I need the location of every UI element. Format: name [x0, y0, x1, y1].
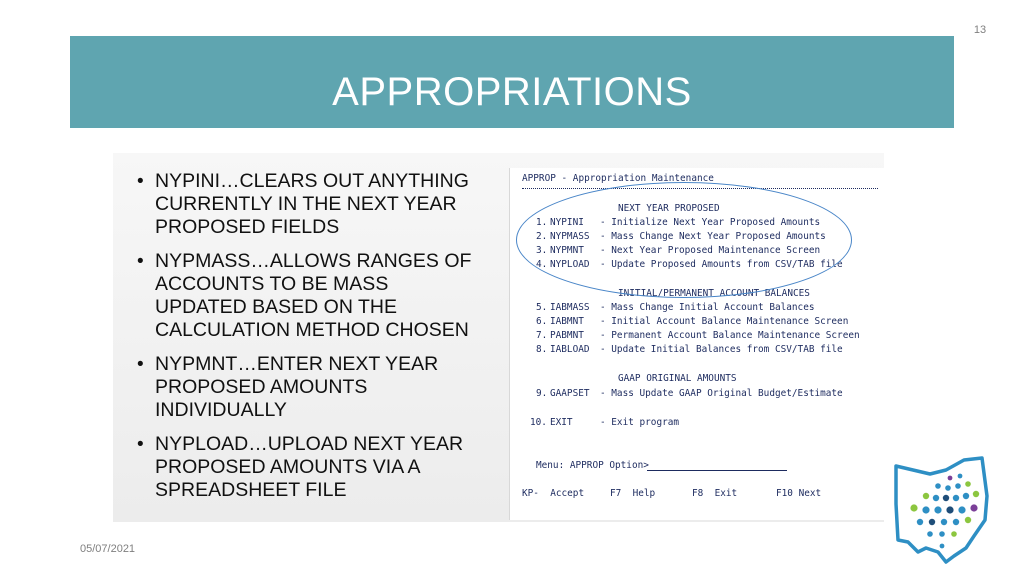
menu-item-num: 5.: [536, 302, 548, 313]
option-input-line[interactable]: [647, 470, 787, 471]
menu-item-num: 4.: [536, 259, 548, 270]
menu-item-desc: - Next Year Proposed Maintenance Screen: [600, 245, 821, 256]
menu-item-code: NYPMASS: [550, 231, 590, 242]
bullet-line: CALCULATION METHOD CHOSEN: [155, 319, 469, 341]
menu-item-num: 2.: [536, 231, 548, 242]
bullet-line: PROPOSED AMOUNTS: [155, 376, 368, 398]
page-number: 13: [973, 24, 987, 36]
bullet-line: PROPOSED AMOUNTS VIA A: [155, 456, 421, 478]
menu-item-code: IABMNT: [550, 316, 584, 327]
menu-item-desc: - Initial Account Balance Maintenance Screen: [600, 316, 849, 327]
bullet-marker: •: [137, 251, 144, 272]
menu-item-desc: - Initialize Next Year Proposed Amounts: [600, 217, 821, 228]
menu-item-code: GAAPSET: [550, 388, 590, 399]
bullet-nypmass: [133, 250, 493, 342]
menu-item-num: 3.: [536, 245, 548, 256]
menu-item-code: PABMNT: [550, 330, 584, 341]
menu-item-num: 9.: [536, 388, 548, 399]
menu-item-desc: - Mass Update GAAP Original Budget/Estimate: [600, 388, 843, 399]
menu-item-code: EXIT: [550, 417, 573, 428]
bullet-line: NYPMASS…ALLOWS RANGES OF: [155, 250, 472, 272]
bullet-nypload: [133, 433, 493, 502]
bullet-line: NYPINI…CLEARS OUT ANYTHING: [155, 170, 469, 192]
ohio-state-outline-icon: [890, 456, 994, 566]
menu-item-desc: - Mass Change Initial Account Balances: [600, 302, 815, 313]
bullet-list: [133, 170, 493, 513]
menu-item-num: 10.: [530, 417, 547, 428]
menu-item-desc: - Update Initial Balances from CSV/TAB file: [600, 344, 843, 355]
bullet-line: PROPOSED FIELDS: [155, 216, 340, 238]
terminal-header: APPROP - Appropriation Maintenance: [522, 173, 714, 184]
key-exit: F8 Exit: [692, 488, 738, 499]
bullet-marker: •: [137, 171, 144, 192]
menu-item-desc: - Update Proposed Amounts from CSV/TAB file: [600, 259, 843, 270]
menu-item-code: NYPLOAD: [550, 259, 590, 270]
menu-item-code: NYPMNT: [550, 245, 584, 256]
section-gaap: GAAP ORIGINAL AMOUNTS: [618, 373, 737, 384]
bullet-nypmnt: [133, 353, 493, 422]
menu-item-code: NYPINI: [550, 217, 584, 228]
key-accept: KP- Accept: [522, 488, 585, 499]
key-help: F7 Help: [610, 488, 656, 499]
menu-item-num: 8.: [536, 344, 548, 355]
bullet-line: NYPLOAD…UPLOAD NEXT YEAR: [155, 433, 464, 455]
menu-prompt: Menu: APPROP Option>: [536, 460, 649, 471]
footer-date: 05/07/2021: [80, 543, 136, 555]
menu-item-num: 7.: [536, 330, 548, 341]
menu-item-code: IABLOAD: [550, 344, 590, 355]
key-next: F10 Next: [776, 488, 822, 499]
section-next-year: NEXT YEAR PROPOSED: [618, 203, 720, 214]
menu-item-num: 1.: [536, 217, 548, 228]
menu-item-num: 6.: [536, 316, 548, 327]
bullet-line: NYPMNT…ENTER NEXT YEAR: [155, 353, 439, 375]
page-title: APPROPRIATIONS: [332, 70, 692, 114]
bullet-line: ACCOUNTS TO BE MASS: [155, 273, 389, 295]
bullet-nypini: [133, 170, 493, 239]
menu-item-desc: - Exit program: [600, 417, 680, 428]
bullet-line: UPDATED BASED ON THE: [155, 296, 397, 318]
menu-item-code: IABMASS: [550, 302, 590, 313]
menu-item-desc: - Mass Change Next Year Proposed Amounts: [600, 231, 826, 242]
menu-item-desc: - Permanent Account Balance Maintenance Screen: [600, 330, 860, 341]
bullet-marker: •: [137, 434, 144, 455]
bullet-line: INDIVIDUALLY: [155, 399, 287, 421]
bullet-line: CURRENTLY IN THE NEXT YEAR: [155, 193, 457, 215]
highlight-ellipse: [516, 182, 852, 298]
section-initial: INITIAL/PERMANENT ACCOUNT BALANCES: [618, 288, 810, 299]
bullet-marker: •: [137, 354, 144, 375]
bullet-line: SPREADSHEET FILE: [155, 479, 347, 501]
